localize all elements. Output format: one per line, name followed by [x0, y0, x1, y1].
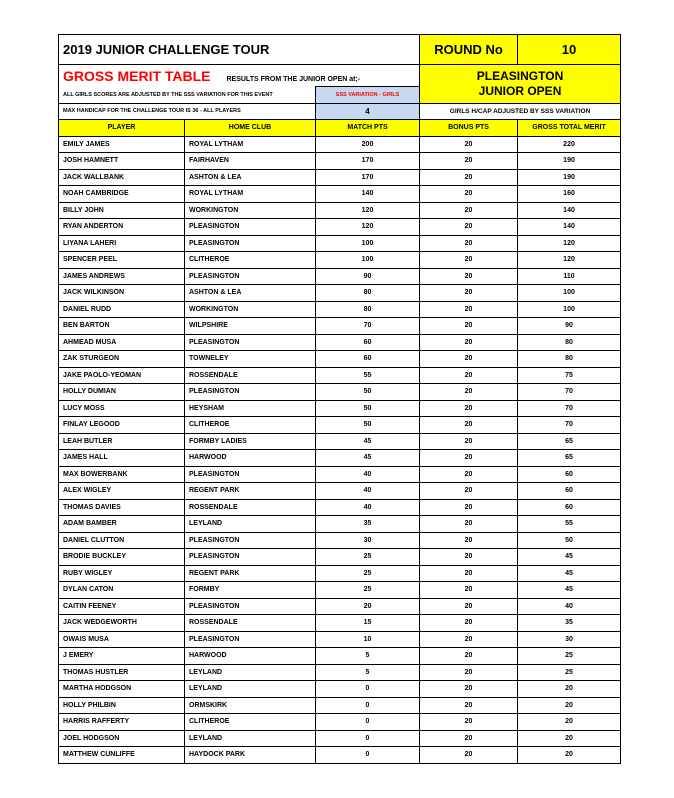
gross-total: 60 — [518, 466, 621, 483]
match-pts: 50 — [316, 417, 420, 434]
table-row — [59, 483, 621, 500]
gross-total: 60 — [518, 499, 621, 516]
home-club: FORMBY — [185, 582, 316, 599]
gross-total: 40 — [518, 598, 621, 615]
home-club: CLITHEROE — [185, 252, 316, 269]
match-pts: 120 — [316, 219, 420, 236]
bonus-pts: 20 — [420, 598, 518, 615]
column-header-row — [59, 120, 621, 137]
player-name: THOMAS DAVIES — [59, 499, 185, 516]
home-club: WORKINGTON — [185, 301, 316, 318]
bonus-pts: 20 — [420, 219, 518, 236]
table-row — [59, 631, 621, 648]
home-club: PLEASINGTON — [185, 549, 316, 566]
home-club: ROSSENDALE — [185, 615, 316, 632]
round-label: ROUND No — [420, 35, 518, 65]
bonus-pts: 20 — [420, 186, 518, 203]
gross-total: 20 — [518, 747, 621, 764]
match-pts: 55 — [316, 367, 420, 384]
player-name: LIYANA LAHERI — [59, 235, 185, 252]
player-name: J EMERY — [59, 648, 185, 665]
bonus-pts: 20 — [420, 615, 518, 632]
player-name: JAKE PAOLO-YEOMAN — [59, 367, 185, 384]
match-pts: 40 — [316, 483, 420, 500]
player-name: JOSH HAMNETT — [59, 153, 185, 170]
match-pts: 0 — [316, 714, 420, 731]
player-name: LUCY MOSS — [59, 400, 185, 417]
gross-total: 90 — [518, 318, 621, 335]
bonus-pts: 20 — [420, 367, 518, 384]
gross-total: 50 — [518, 532, 621, 549]
home-club: ROYAL LYTHAM — [185, 136, 316, 153]
gross-total: 30 — [518, 631, 621, 648]
table-row — [59, 714, 621, 731]
table-row — [59, 747, 621, 764]
gross-total: 20 — [518, 681, 621, 698]
bonus-pts: 20 — [420, 516, 518, 533]
player-name: HOLLY PHILBIN — [59, 697, 185, 714]
home-club: FAIRHAVEN — [185, 153, 316, 170]
home-club: ASHTON & LEA — [185, 285, 316, 302]
match-pts: 0 — [316, 681, 420, 698]
bonus-pts: 20 — [420, 730, 518, 747]
home-club: FORMBY LADIES — [185, 433, 316, 450]
match-pts: 60 — [316, 334, 420, 351]
match-pts: 30 — [316, 532, 420, 549]
bonus-pts: 20 — [420, 285, 518, 302]
home-club: ROYAL LYTHAM — [185, 186, 316, 203]
match-pts: 120 — [316, 202, 420, 219]
home-club: LEYLAND — [185, 730, 316, 747]
match-pts: 170 — [316, 169, 420, 186]
gross-total: 120 — [518, 252, 621, 269]
player-name: BEN BARTON — [59, 318, 185, 335]
match-pts: 45 — [316, 450, 420, 467]
table-row — [59, 598, 621, 615]
match-pts: 0 — [316, 730, 420, 747]
bonus-pts: 20 — [420, 202, 518, 219]
gross-total: 45 — [518, 582, 621, 599]
table-row — [59, 351, 621, 368]
match-pts: 0 — [316, 747, 420, 764]
player-name: DYLAN CATON — [59, 582, 185, 599]
page-title: 2019 JUNIOR CHALLENGE TOUR — [59, 35, 420, 65]
table-row — [59, 450, 621, 467]
gross-total: 120 — [518, 235, 621, 252]
table-row — [59, 532, 621, 549]
player-name: MARTHA HODGSON — [59, 681, 185, 698]
bonus-pts: 20 — [420, 169, 518, 186]
bonus-pts: 20 — [420, 631, 518, 648]
home-club: REGENT PARK — [185, 565, 316, 582]
bonus-pts: 20 — [420, 681, 518, 698]
player-name: HOLLY DUMIAN — [59, 384, 185, 401]
gross-total: 80 — [518, 334, 621, 351]
table-row — [59, 334, 621, 351]
gross-total: 35 — [518, 615, 621, 632]
venue-line-1: PLEASINGTON — [476, 68, 564, 83]
table-row — [59, 186, 621, 203]
gross-total: 100 — [518, 285, 621, 302]
venue-cell — [420, 65, 621, 104]
home-club: ROSSENDALE — [185, 499, 316, 516]
table-row — [59, 202, 621, 219]
table-row — [59, 268, 621, 285]
table-row — [59, 615, 621, 632]
player-name: MAX BOWERBANK — [59, 466, 185, 483]
table-row — [59, 664, 621, 681]
merit-sheet — [58, 34, 620, 764]
bonus-pts: 20 — [420, 334, 518, 351]
home-club: PLEASINGTON — [185, 598, 316, 615]
home-club: CLITHEROE — [185, 714, 316, 731]
gross-total: 60 — [518, 483, 621, 500]
table-row — [59, 417, 621, 434]
home-club: WILPSHIRE — [185, 318, 316, 335]
gross-total: 45 — [518, 565, 621, 582]
player-name: JACK WALLBANK — [59, 169, 185, 186]
results-text: RESULTS FROM THE JUNIOR OPEN at;- — [226, 75, 361, 83]
match-pts: 5 — [316, 648, 420, 665]
bonus-pts: 20 — [420, 565, 518, 582]
bonus-pts: 20 — [420, 433, 518, 450]
home-club: REGENT PARK — [185, 483, 316, 500]
gross-merit-row — [59, 65, 420, 87]
table-row — [59, 565, 621, 582]
home-club: HAYDOCK PARK — [185, 747, 316, 764]
player-name: THOMAS HUSTLER — [59, 664, 185, 681]
girls-hcap-note: GIRLS H/CAP ADJUSTED BY SSS VARIATION — [420, 103, 621, 120]
home-club: PLEASINGTON — [185, 268, 316, 285]
match-pts: 25 — [316, 565, 420, 582]
player-name: RUBY WIGLEY — [59, 565, 185, 582]
col-header-match-pts: MATCH PTS — [316, 120, 420, 137]
player-name: BRODIE BUCKLEY — [59, 549, 185, 566]
bonus-pts: 20 — [420, 417, 518, 434]
player-name: JACK WILKINSON — [59, 285, 185, 302]
table-row — [59, 136, 621, 153]
match-pts: 80 — [316, 301, 420, 318]
player-name: LEAH BUTLER — [59, 433, 185, 450]
table-row — [59, 400, 621, 417]
match-pts: 20 — [316, 598, 420, 615]
bonus-pts: 20 — [420, 747, 518, 764]
table-row — [59, 235, 621, 252]
bonus-pts: 20 — [420, 466, 518, 483]
round-value: 10 — [518, 35, 621, 65]
player-name: SPENCER PEEL — [59, 252, 185, 269]
player-name: ALEX WIGLEY — [59, 483, 185, 500]
gross-total: 55 — [518, 516, 621, 533]
player-name: JAMES HALL — [59, 450, 185, 467]
gross-total: 75 — [518, 367, 621, 384]
home-club: PLEASINGTON — [185, 631, 316, 648]
match-pts: 40 — [316, 499, 420, 516]
bonus-pts: 20 — [420, 714, 518, 731]
bonus-pts: 20 — [420, 384, 518, 401]
match-pts: 170 — [316, 153, 420, 170]
home-club: LEYLAND — [185, 516, 316, 533]
match-pts: 100 — [316, 235, 420, 252]
home-club: ROSSENDALE — [185, 367, 316, 384]
home-club: ASHTON & LEA — [185, 169, 316, 186]
bonus-pts: 20 — [420, 268, 518, 285]
table-row — [59, 499, 621, 516]
table-row — [59, 730, 621, 747]
gross-total: 70 — [518, 400, 621, 417]
bonus-pts: 20 — [420, 351, 518, 368]
table-row — [59, 219, 621, 236]
table-row — [59, 367, 621, 384]
match-pts: 15 — [316, 615, 420, 632]
table-row — [59, 384, 621, 401]
gross-total: 25 — [518, 648, 621, 665]
match-pts: 70 — [316, 318, 420, 335]
match-pts: 25 — [316, 549, 420, 566]
player-name: CAITIN FEENEY — [59, 598, 185, 615]
bonus-pts: 20 — [420, 483, 518, 500]
gross-total: 160 — [518, 186, 621, 203]
gross-total: 140 — [518, 202, 621, 219]
gross-total: 140 — [518, 219, 621, 236]
table-row — [59, 648, 621, 665]
player-name: RYAN ANDERTON — [59, 219, 185, 236]
gross-total: 20 — [518, 714, 621, 731]
match-pts: 90 — [316, 268, 420, 285]
table-row — [59, 681, 621, 698]
gross-total: 100 — [518, 301, 621, 318]
table-row — [59, 549, 621, 566]
bonus-pts: 20 — [420, 664, 518, 681]
home-club: LEYLAND — [185, 664, 316, 681]
bonus-pts: 20 — [420, 301, 518, 318]
match-pts: 35 — [316, 516, 420, 533]
table-row — [59, 252, 621, 269]
match-pts: 200 — [316, 136, 420, 153]
home-club: TOWNELEY — [185, 351, 316, 368]
home-club: PLEASINGTON — [185, 235, 316, 252]
bonus-pts: 20 — [420, 318, 518, 335]
match-pts: 80 — [316, 285, 420, 302]
match-pts: 25 — [316, 582, 420, 599]
bonus-pts: 20 — [420, 400, 518, 417]
home-club: PLEASINGTON — [185, 384, 316, 401]
match-pts: 5 — [316, 664, 420, 681]
bonus-pts: 20 — [420, 697, 518, 714]
match-pts: 0 — [316, 697, 420, 714]
match-pts: 60 — [316, 351, 420, 368]
bonus-pts: 20 — [420, 582, 518, 599]
bonus-pts: 20 — [420, 450, 518, 467]
bonus-pts: 20 — [420, 532, 518, 549]
home-club: WORKINGTON — [185, 202, 316, 219]
gross-total: 20 — [518, 730, 621, 747]
match-pts: 140 — [316, 186, 420, 203]
table-row — [59, 516, 621, 533]
bonus-pts: 20 — [420, 499, 518, 516]
venue-line-2: JUNIOR OPEN — [478, 83, 562, 98]
gross-total: 110 — [518, 268, 621, 285]
gross-total: 65 — [518, 450, 621, 467]
table-row — [59, 582, 621, 599]
match-pts: 45 — [316, 433, 420, 450]
col-header-home-club: HOME CLUB — [185, 120, 316, 137]
gross-total: 80 — [518, 351, 621, 368]
player-name: ADAM BAMBER — [59, 516, 185, 533]
player-name: JAMES ANDREWS — [59, 268, 185, 285]
player-name: JOEL HODGSON — [59, 730, 185, 747]
match-pts: 10 — [316, 631, 420, 648]
match-pts: 50 — [316, 400, 420, 417]
sss-label: SSS VARIATION - GIRLS — [316, 87, 420, 104]
max-handicap-note: MAX HANDICAP FOR THE CHALLENGE TOUR IS 36 - ALL PLAYERS — [59, 103, 316, 120]
bonus-pts: 20 — [420, 549, 518, 566]
bonus-pts: 20 — [420, 648, 518, 665]
girls-note: ALL GIRLS SCORES ARE ADJUSTED BY THE SSS VARIATION FOR THIS EVENT — [59, 87, 316, 104]
home-club: ORMSKIRK — [185, 697, 316, 714]
player-name: DANIEL RUDD — [59, 301, 185, 318]
col-header-player: PLAYER — [59, 120, 185, 137]
gross-total: 65 — [518, 433, 621, 450]
bonus-pts: 20 — [420, 153, 518, 170]
gross-total: 70 — [518, 384, 621, 401]
gross-total: 45 — [518, 549, 621, 566]
gross-total: 25 — [518, 664, 621, 681]
player-name: EMILY JAMES — [59, 136, 185, 153]
player-name: DANIEL CLUTTON — [59, 532, 185, 549]
gross-total: 190 — [518, 169, 621, 186]
player-name: BILLY JOHN — [59, 202, 185, 219]
gross-merit-title: GROSS MERIT TABLE — [63, 67, 211, 84]
table-row — [59, 318, 621, 335]
table-row — [59, 697, 621, 714]
home-club: CLITHEROE — [185, 417, 316, 434]
home-club: PLEASINGTON — [185, 219, 316, 236]
player-name: NOAH CAMBRIDGE — [59, 186, 185, 203]
table-row — [59, 433, 621, 450]
merit-table — [58, 34, 621, 764]
gross-total: 220 — [518, 136, 621, 153]
player-name: MATTHEW CUNLIFFE — [59, 747, 185, 764]
bonus-pts: 20 — [420, 235, 518, 252]
table-row — [59, 285, 621, 302]
home-club: HARWOOD — [185, 450, 316, 467]
player-name: OWAIS MUSA — [59, 631, 185, 648]
match-pts: 40 — [316, 466, 420, 483]
player-name: FINLAY LEGOOD — [59, 417, 185, 434]
match-pts: 100 — [316, 252, 420, 269]
player-name: ZAK STURGEON — [59, 351, 185, 368]
table-row — [59, 466, 621, 483]
player-name: JACK WEDGEWORTH — [59, 615, 185, 632]
home-club: HEYSHAM — [185, 400, 316, 417]
home-club: PLEASINGTON — [185, 466, 316, 483]
home-club: HARWOOD — [185, 648, 316, 665]
col-header-gross-total: GROSS TOTAL MERIT — [518, 120, 621, 137]
match-pts: 50 — [316, 384, 420, 401]
gross-total: 190 — [518, 153, 621, 170]
gross-total: 20 — [518, 697, 621, 714]
sss-value: 4 — [316, 103, 420, 120]
home-club: LEYLAND — [185, 681, 316, 698]
gross-total: 70 — [518, 417, 621, 434]
table-row — [59, 301, 621, 318]
table-row — [59, 153, 621, 170]
home-club: PLEASINGTON — [185, 532, 316, 549]
player-name: HARRIS RAFFERTY — [59, 714, 185, 731]
home-club: PLEASINGTON — [185, 334, 316, 351]
bonus-pts: 20 — [420, 252, 518, 269]
table-row — [59, 169, 621, 186]
col-header-bonus-pts: BONUS PTS — [420, 120, 518, 137]
player-name: AHMEAD MUSA — [59, 334, 185, 351]
bonus-pts: 20 — [420, 136, 518, 153]
